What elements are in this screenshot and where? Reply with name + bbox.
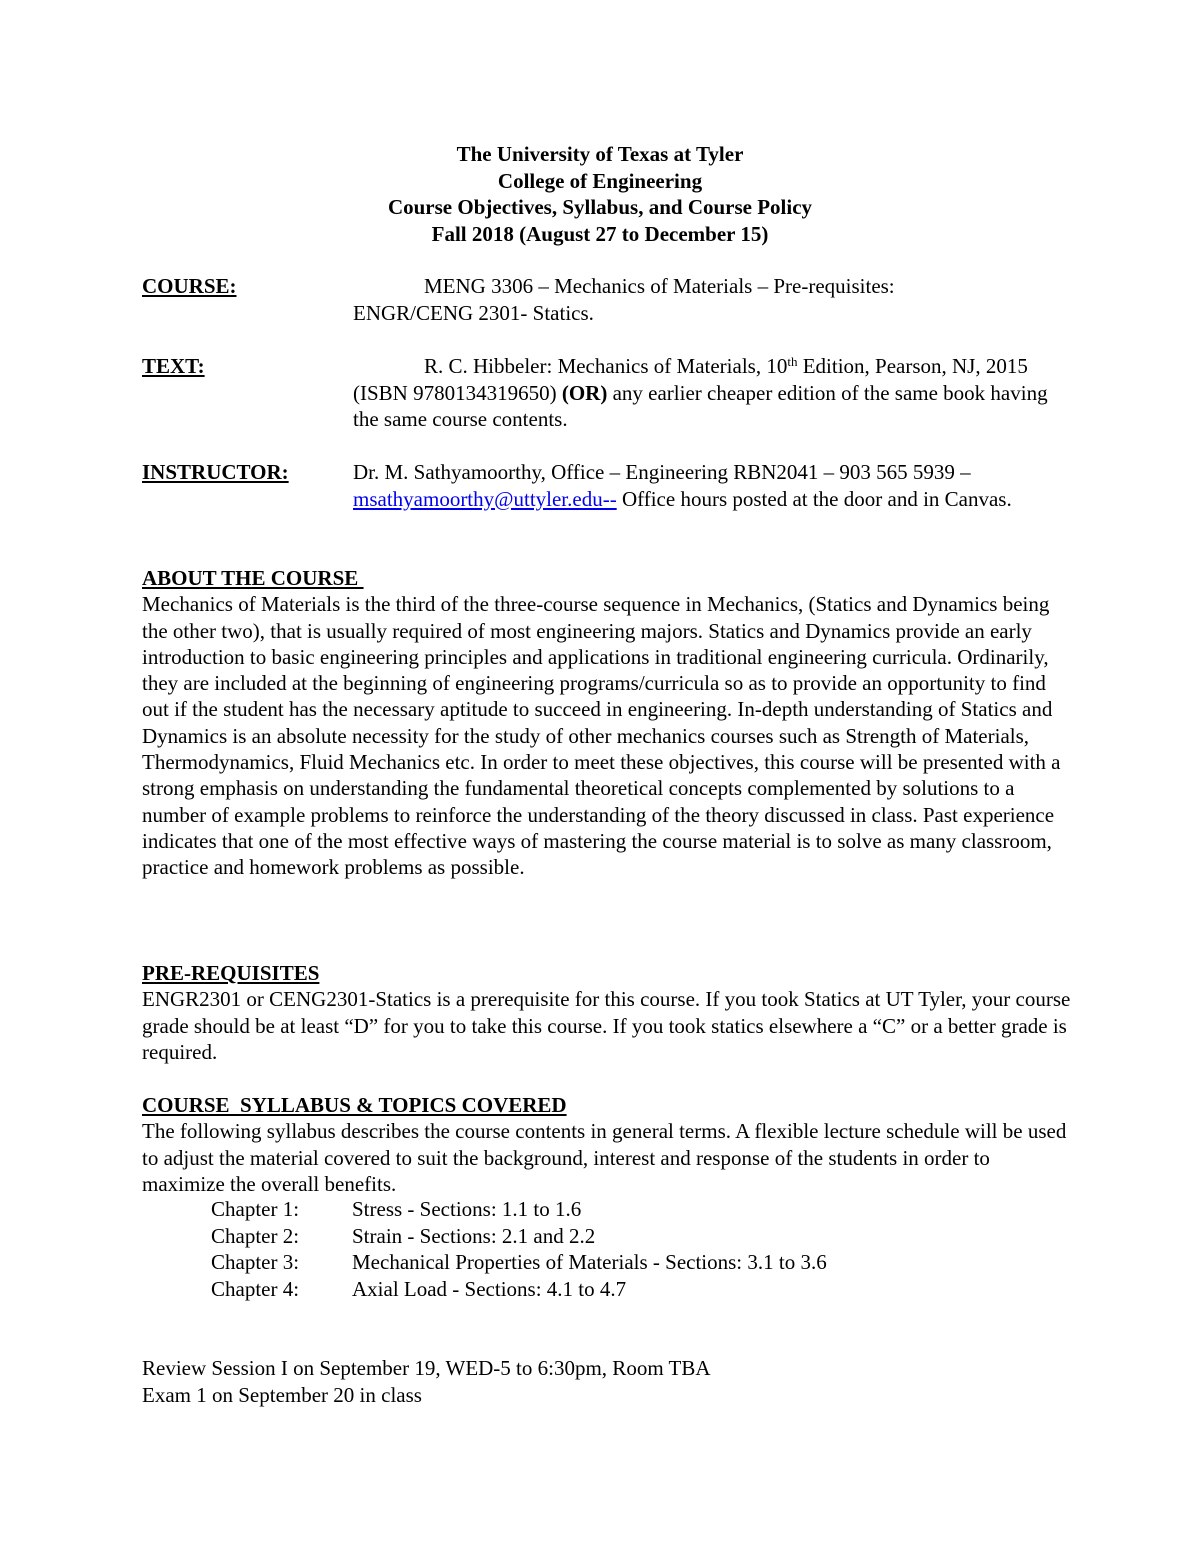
textbook-part-2: Edition, Pearson, NJ, 2015 (ISBN 9780134319650) [353,354,1028,405]
schedule-notes [142,1355,711,1409]
textbook-part-3: any earlier cheaper edition of the same book having the same course contents. [353,380,1048,431]
document-title: Course Objectives, Syllabus, and Course Policy [387,195,813,219]
chapter-number: Chapter 4: [211,1276,300,1301]
chapter-number: Chapter 1: [211,1197,300,1221]
chapter-row [211,1223,827,1250]
chapter-number: Chapter 2: [211,1223,300,1248]
course-line-1: MENG 3306 – Mechanics of Materials – Pre-requisites: [424,274,895,298]
college-name: College of Engineering [497,168,703,193]
about-heading: ABOUT THE COURSE [142,566,364,590]
instructor-value [353,459,1068,512]
about-section [142,565,1077,881]
chapter-row [211,1249,827,1276]
instructor-label: INSTRUCTOR: [142,460,289,484]
chapter-topic: Mechanical Properties of Materials - Sections: 3.1 to 3.6 [352,1250,827,1274]
chapter-row [211,1196,827,1223]
text-label: TEXT: [142,354,205,378]
term-dates: Fall 2018 (August 27 to December 15) [431,221,769,246]
instructor-field [142,459,1072,512]
instructor-part-2: Office hours posted at the door and in Canvas. [616,486,1012,511]
course-value [353,273,1068,326]
instructor-part-1: Dr. M. Sathyamoorthy, Office – Engineering RBN2041 – 903 565 5939 – [353,460,971,484]
course-label: COURSE: [142,274,237,298]
exam-note: Exam 1 on September 20 in class [142,1383,422,1407]
edition-superscript: th [787,354,798,369]
chapter-number: Chapter 3: [211,1250,300,1274]
course-field [142,273,1072,326]
chapter-topic: Axial Load - Sections: 4.1 to 4.7 [352,1276,627,1301]
review-session-note: Review Session I on September 19, WED-5 to 6:30pm, Room TBA [142,1356,711,1380]
textbook-part-1: R. C. Hibbeler: Mechanics of Materials, 10 [424,354,788,378]
prereq-body: ENGR2301 or CENG2301-Statics is a prerequisite for this course. If you took Statics at UT Tyler, your course grade should be at least “D” for you to take this course. If you took statics elsewhere a “C” or a better grade is required. [142,987,1071,1064]
university-name: The University of Texas at Tyler [456,142,744,166]
about-body: Mechanics of Materials is the third of the three-course sequence in Mechanics, (Statics and Dynamics being the other two), that is usually required of most engineering majors. Statics and Dynamics provide an early introduction to basic engineering principles and applications in traditional engineering curricula. Ordinarily, they are included at the beginning of engineering programs/curricula so as to provide an opportunity to find out if the student has the necessary aptitude to succeed in engineering. In-depth understanding of Statics and Dynamics is an absolute necessity for the study of other mechanics courses such as Strength of Materials, Thermodynamics, Fluid Mechanics etc. In order to meet these objectives, this course will be presented with a strong emphasis on understanding the fundamental theoretical concepts complemented by solutions to a number of example problems to reinforce the understanding of the theory discussed in class. Past experience indicates that one of the most effective ways of mastering the course material is to solve as many classroom, practice and homework problems as possible. [142,592,1061,880]
chapter-row [211,1276,827,1303]
syllabus-section [142,1092,1077,1197]
text-value [353,353,1068,433]
chapter-list [211,1196,827,1302]
course-line-2: ENGR/CENG 2301- Statics. [353,300,594,325]
instructor-email-link[interactable]: msathyamoorthy@uttyler.edu-- [353,486,617,511]
prereq-heading: PRE-REQUISITES [142,961,320,985]
text-field [142,353,1072,433]
syllabus-heading: COURSE SYLLABUS & TOPICS COVERED [142,1093,567,1117]
prereq-section [142,960,1077,1065]
chapter-topic: Stress - Sections: 1.1 to 1.6 [352,1197,582,1221]
syllabus-body: The following syllabus describes the course contents in general terms. A flexible lecture schedule will be used to adjust the material covered to suit the background, interest and response of the students in order to maximize the overall benefits. [142,1119,1067,1196]
chapter-topic: Strain - Sections: 2.1 and 2.2 [352,1223,596,1248]
document-header [0,141,1200,247]
or-label: (OR) [561,380,608,405]
